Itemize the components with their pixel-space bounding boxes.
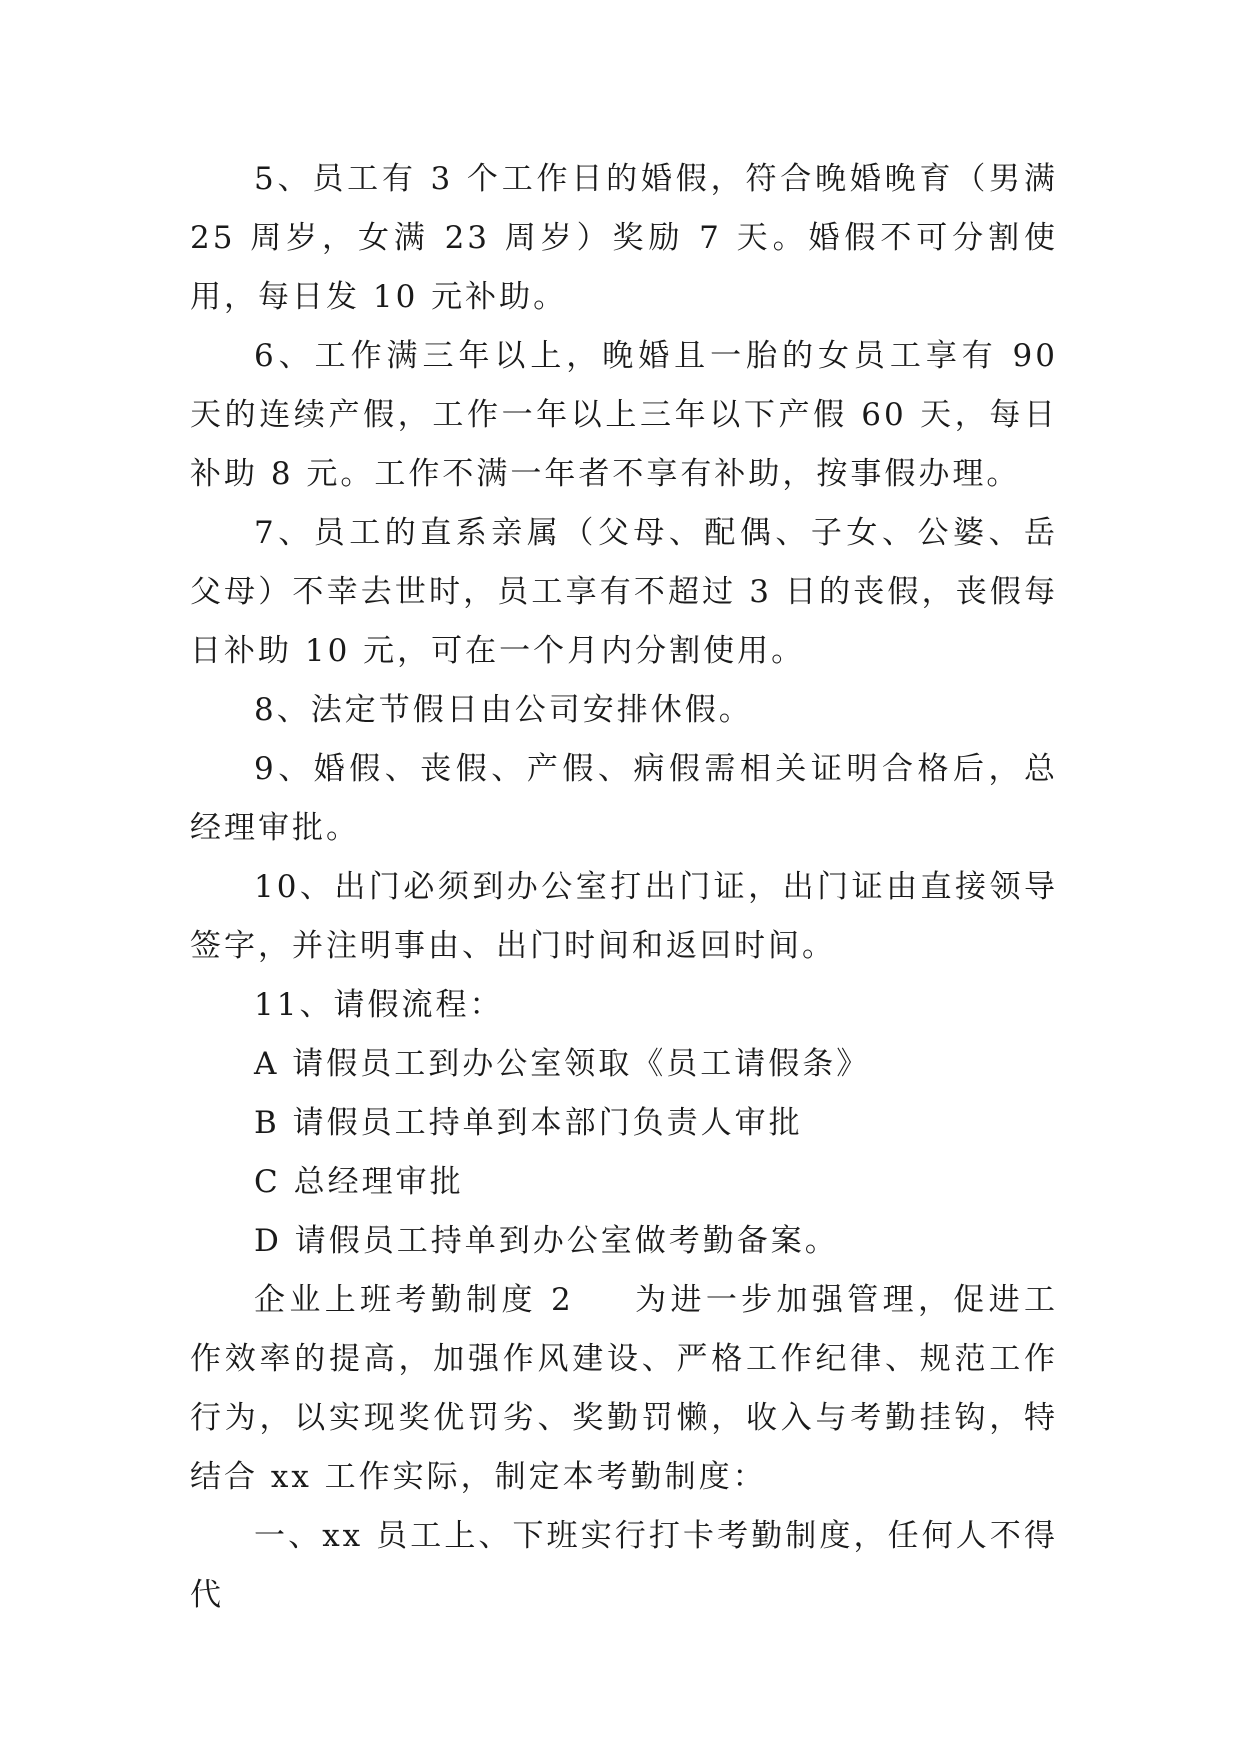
paragraph-step-b: B 请假员工持单到本部门负责人审批: [254, 1105, 803, 1141]
paragraph-leave-process: 11、请假流程：: [254, 987, 504, 1023]
paragraph-step-d: D 请假员工持单到办公室做考勤备案。: [254, 1223, 839, 1259]
document-body: [190, 150, 1058, 1625]
paragraph-exit-pass: 10、出门必须到办公室打出门证，出门证由直接领导签字，并注明事由、出门时间和返回时间。: [190, 869, 1058, 964]
paragraph-marriage-leave: 5、员工有 3 个工作日的婚假，符合晚婚晚育（男满 25 周岁，女满 23 周岁）奖励 7 天。婚假不可分割使用，每日发 10 元补助。: [190, 161, 1058, 315]
paragraph-step-c: C 总经理审批: [254, 1164, 464, 1200]
section-2-heading: 企业上班考勤制度 2: [254, 1282, 574, 1318]
paragraph-clock-in-rule: 一、xx 员工上、下班实行打卡考勤制度，任何人不得代: [190, 1518, 1058, 1613]
paragraph-step-a: A 请假员工到办公室领取《员工请假条》: [254, 1046, 871, 1082]
paragraph-section-2: [190, 1271, 1058, 1507]
paragraph-leave-approval: 9、婚假、丧假、产假、病假需相关证明合格后，总经理审批。: [190, 751, 1058, 846]
section-2-body: 为进一步加强管理，促进工作效率的提高，加强作风建设、严格工作纪律、规范工作行为，以实现奖优罚劣、奖勤罚懒，收入与考勤挂钩，特结合 xx 工作实际，制定本考勤制度：: [190, 1282, 1059, 1495]
paragraph-statutory-holidays: 8、法定节假日由公司安排休假。: [254, 692, 753, 728]
paragraph-bereavement-leave: 7、员工的直系亲属（父母、配偶、子女、公婆、岳父母）不幸去世时，员工享有不超过 3 日的丧假，丧假每日补助 10 元，可在一个月内分割使用。: [190, 515, 1058, 669]
paragraph-maternity-leave: 6、工作满三年以上，晚婚且一胎的女员工享有 90 天的连续产假，工作一年以上三年以下产假 60 天，每日补助 8 元。工作不满一年者不享有补助，按事假办理。: [190, 338, 1058, 492]
